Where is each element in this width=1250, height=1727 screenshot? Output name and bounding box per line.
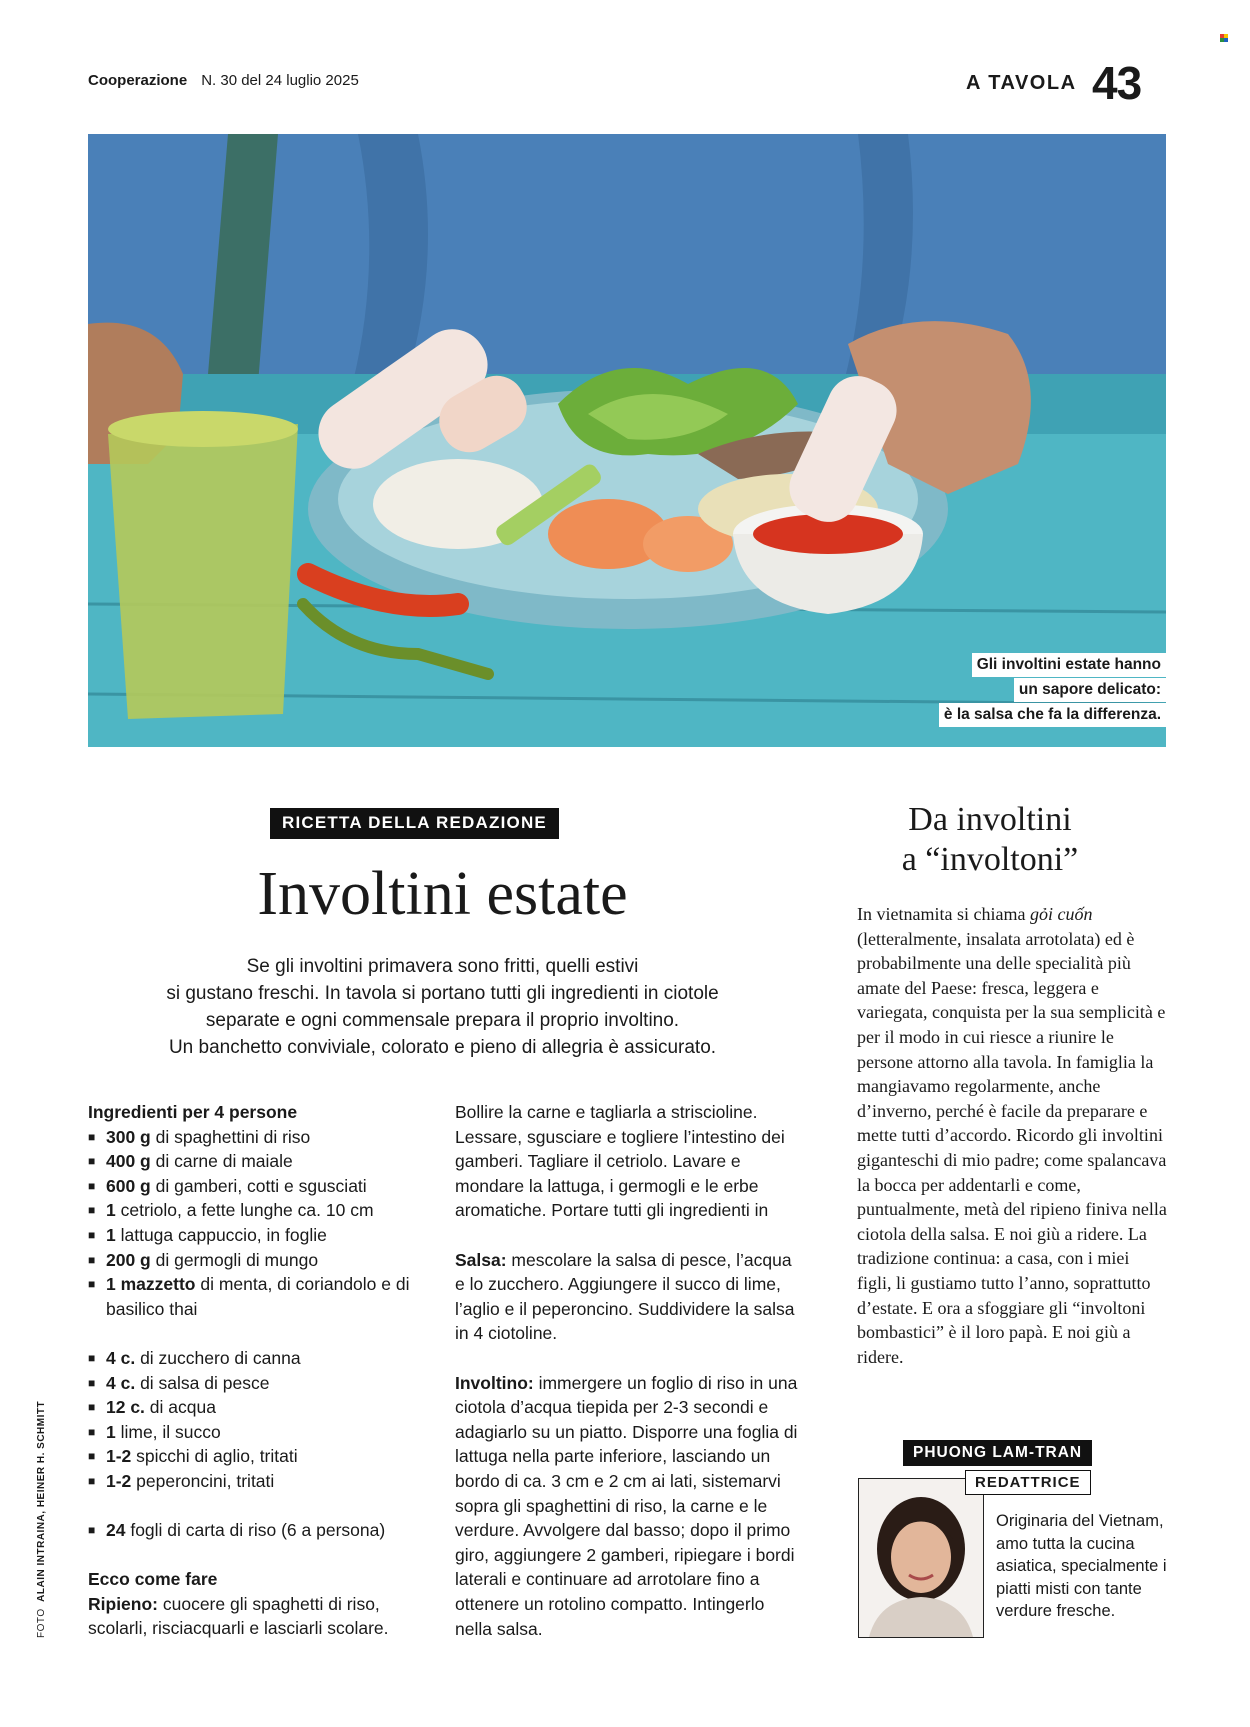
ingredient-item: ■ 1-2 spicchi di aglio, tritati <box>88 1444 438 1469</box>
ingredient-item: ■ 4 c. di zucchero di canna <box>88 1346 438 1371</box>
magazine-name: Cooperazione <box>88 72 188 89</box>
ingredients-heading: Ingredienti per 4 persone <box>88 1102 298 1122</box>
intro-line: si gustano freschi. In tavola si portano tutti gli ingredienti in ciotole <box>166 983 719 1004</box>
step-ripieno: Ripieno: cuocere gli spaghetti di riso, scolarli, risciacquarli e lasciarli scolare. <box>88 1593 389 1639</box>
color-mark-icon <box>1220 34 1228 42</box>
step-salsa: Salsa: mescolare la salsa di pesce, l’acqua e lo zucchero. Aggiungere il succo di lime, l’aglio e il peperoncino. Suddividere la salsa in 4 ciotoline. <box>455 1249 795 1344</box>
method-column <box>455 1100 805 1641</box>
intro-line: Se gli involtini primavera sono fritti, quelli estivi <box>246 956 639 977</box>
step-ripieno-continued: Bollire la carne e tagliarla a striscioline. Lessare, sgusciare e togliere l’intestino dei gamberi. Tagliare il cetriolo. Lavare e mondare la lattuga, i germogli e le erbe aromatiche. Portare tutti gli ingredienti in <box>455 1102 785 1221</box>
sidebar-title-line: Da involtini <box>908 801 1072 838</box>
sidebar-title <box>840 800 1140 880</box>
ingredient-item: ■ 1 cetriolo, a fette lunghe ca. 10 cm <box>88 1198 438 1223</box>
caption-line: Gli involtini estate hanno <box>972 653 1166 677</box>
issue-date: N. 30 del 24 luglio 2025 <box>201 72 359 89</box>
method-heading: Ecco come fare <box>88 1569 218 1590</box>
credit-label: FOTO <box>36 1608 47 1638</box>
recipe-kicker: RICETTA DELLA REDAZIONE <box>270 808 559 839</box>
ingredient-item: ■ 1 lattuga cappuccio, in foglie <box>88 1223 438 1248</box>
ingredient-item: ■ 200 g di germogli di mungo <box>88 1248 438 1273</box>
ingredient-item: ■ 300 g di spaghettini di riso <box>88 1125 438 1150</box>
ingredient-item: ■ 400 g di carne di maiale <box>88 1149 438 1174</box>
section-name: A TAVOLA <box>966 72 1077 94</box>
intro-line: separate e ogni commensale prepara il proprio involtino. <box>205 1010 680 1031</box>
ingredients-list-wrappers <box>88 1518 438 1543</box>
author-bio: Originaria del Vietnam, amo tutta la cucina asiatica, specialmente i piatti misti con tante verdure fresche. <box>996 1512 1167 1620</box>
photo-credit <box>36 1401 47 1638</box>
ingredient-item: ■ 24 fogli di carta di riso (6 a persona) <box>88 1518 438 1543</box>
masthead <box>88 72 359 89</box>
recipe-intro <box>100 953 785 1061</box>
avatar <box>859 1479 983 1637</box>
photo-caption <box>939 653 1166 728</box>
ingredient-item: ■ 1-2 peperoncini, tritati <box>88 1469 438 1494</box>
author-role: REDATTRICE <box>965 1470 1091 1495</box>
ingredient-item: ■ 4 c. di salsa di pesce <box>88 1371 438 1396</box>
sidebar-text: In vietnamita si chiama gỏi cuốn (letteralmente, insalata arrotolata) ed è probabilmente una delle specialità più amate del Paese: fresca, leggera e variegata, conquista per la sua semplicità e per il modo in cui riesce a riunire le persone attorno alla tavola. In famiglia la mangiavamo regolarmente, anche d’inverno, perché è facile da preparare e mette tutti d’accordo. Ricordo gli involtini giganteschi di mio padre; come spalancava la bocca per addentarli e come, puntualmente, metà del ripieno finiva nella ciotola della salsa. E noi giù a ridere. La tradizione continua: a casa, con i miei figli, li gustiamo tutto l’anno, soprattutto d’estate. E ora a sfoggiare gli “involtoni bombastici” è il loro papà. E noi giù a ridere. <box>857 904 1167 1367</box>
ingredient-item: ■ 1 lime, il succo <box>88 1420 438 1445</box>
recipe-title: Involtini estate <box>257 860 628 928</box>
step-involtino: Involtino: immergere un foglio di riso in una ciotola d’acqua tiepida per 2-3 secondi e adagiarlo su un piatto. Disporre una foglia di lattuga nella parte inferiore, lasciando un bordo di ca. 3 cm e 2 cm ai lati, sistemarvi sopra gli spaghettini di riso, la carne e le verdure. Avvolgere dal basso; dopo il primo giro, aggiungere 2 gamberi, ripiegare i bordi laterali e continuare ad arrotolare fino a ottenere un rotolino compatto. Intingerlo nella salsa. <box>455 1372 798 1639</box>
ingredients-list-main <box>88 1125 438 1322</box>
author-portrait <box>858 1478 984 1638</box>
credit-names: ALAIN INTRAINA, HEINER H. SCHMITT <box>36 1400 47 1602</box>
ingredient-item: ■ 1 mazzetto di menta, di coriandolo e di basilico thai <box>88 1272 438 1321</box>
intro-line: Un banchetto conviviale, colorato e pieno di allegria è assicurato. <box>168 1037 717 1058</box>
page-number: 43 <box>1092 57 1142 109</box>
author-name: PHUONG LAM-TRAN <box>903 1440 1092 1466</box>
caption-line: è la salsa che fa la differenza. <box>939 703 1166 727</box>
ingredients-list-sauce <box>88 1346 438 1494</box>
caption-line: un sapore delicato: <box>1014 678 1166 702</box>
ingredient-item: ■ 12 c. di acqua <box>88 1395 438 1420</box>
ingredient-item: ■ 600 g di gamberi, cotti e sgusciati <box>88 1174 438 1199</box>
sidebar-title-line: a “involtoni” <box>901 841 1079 878</box>
ingredients-column <box>88 1100 438 1641</box>
